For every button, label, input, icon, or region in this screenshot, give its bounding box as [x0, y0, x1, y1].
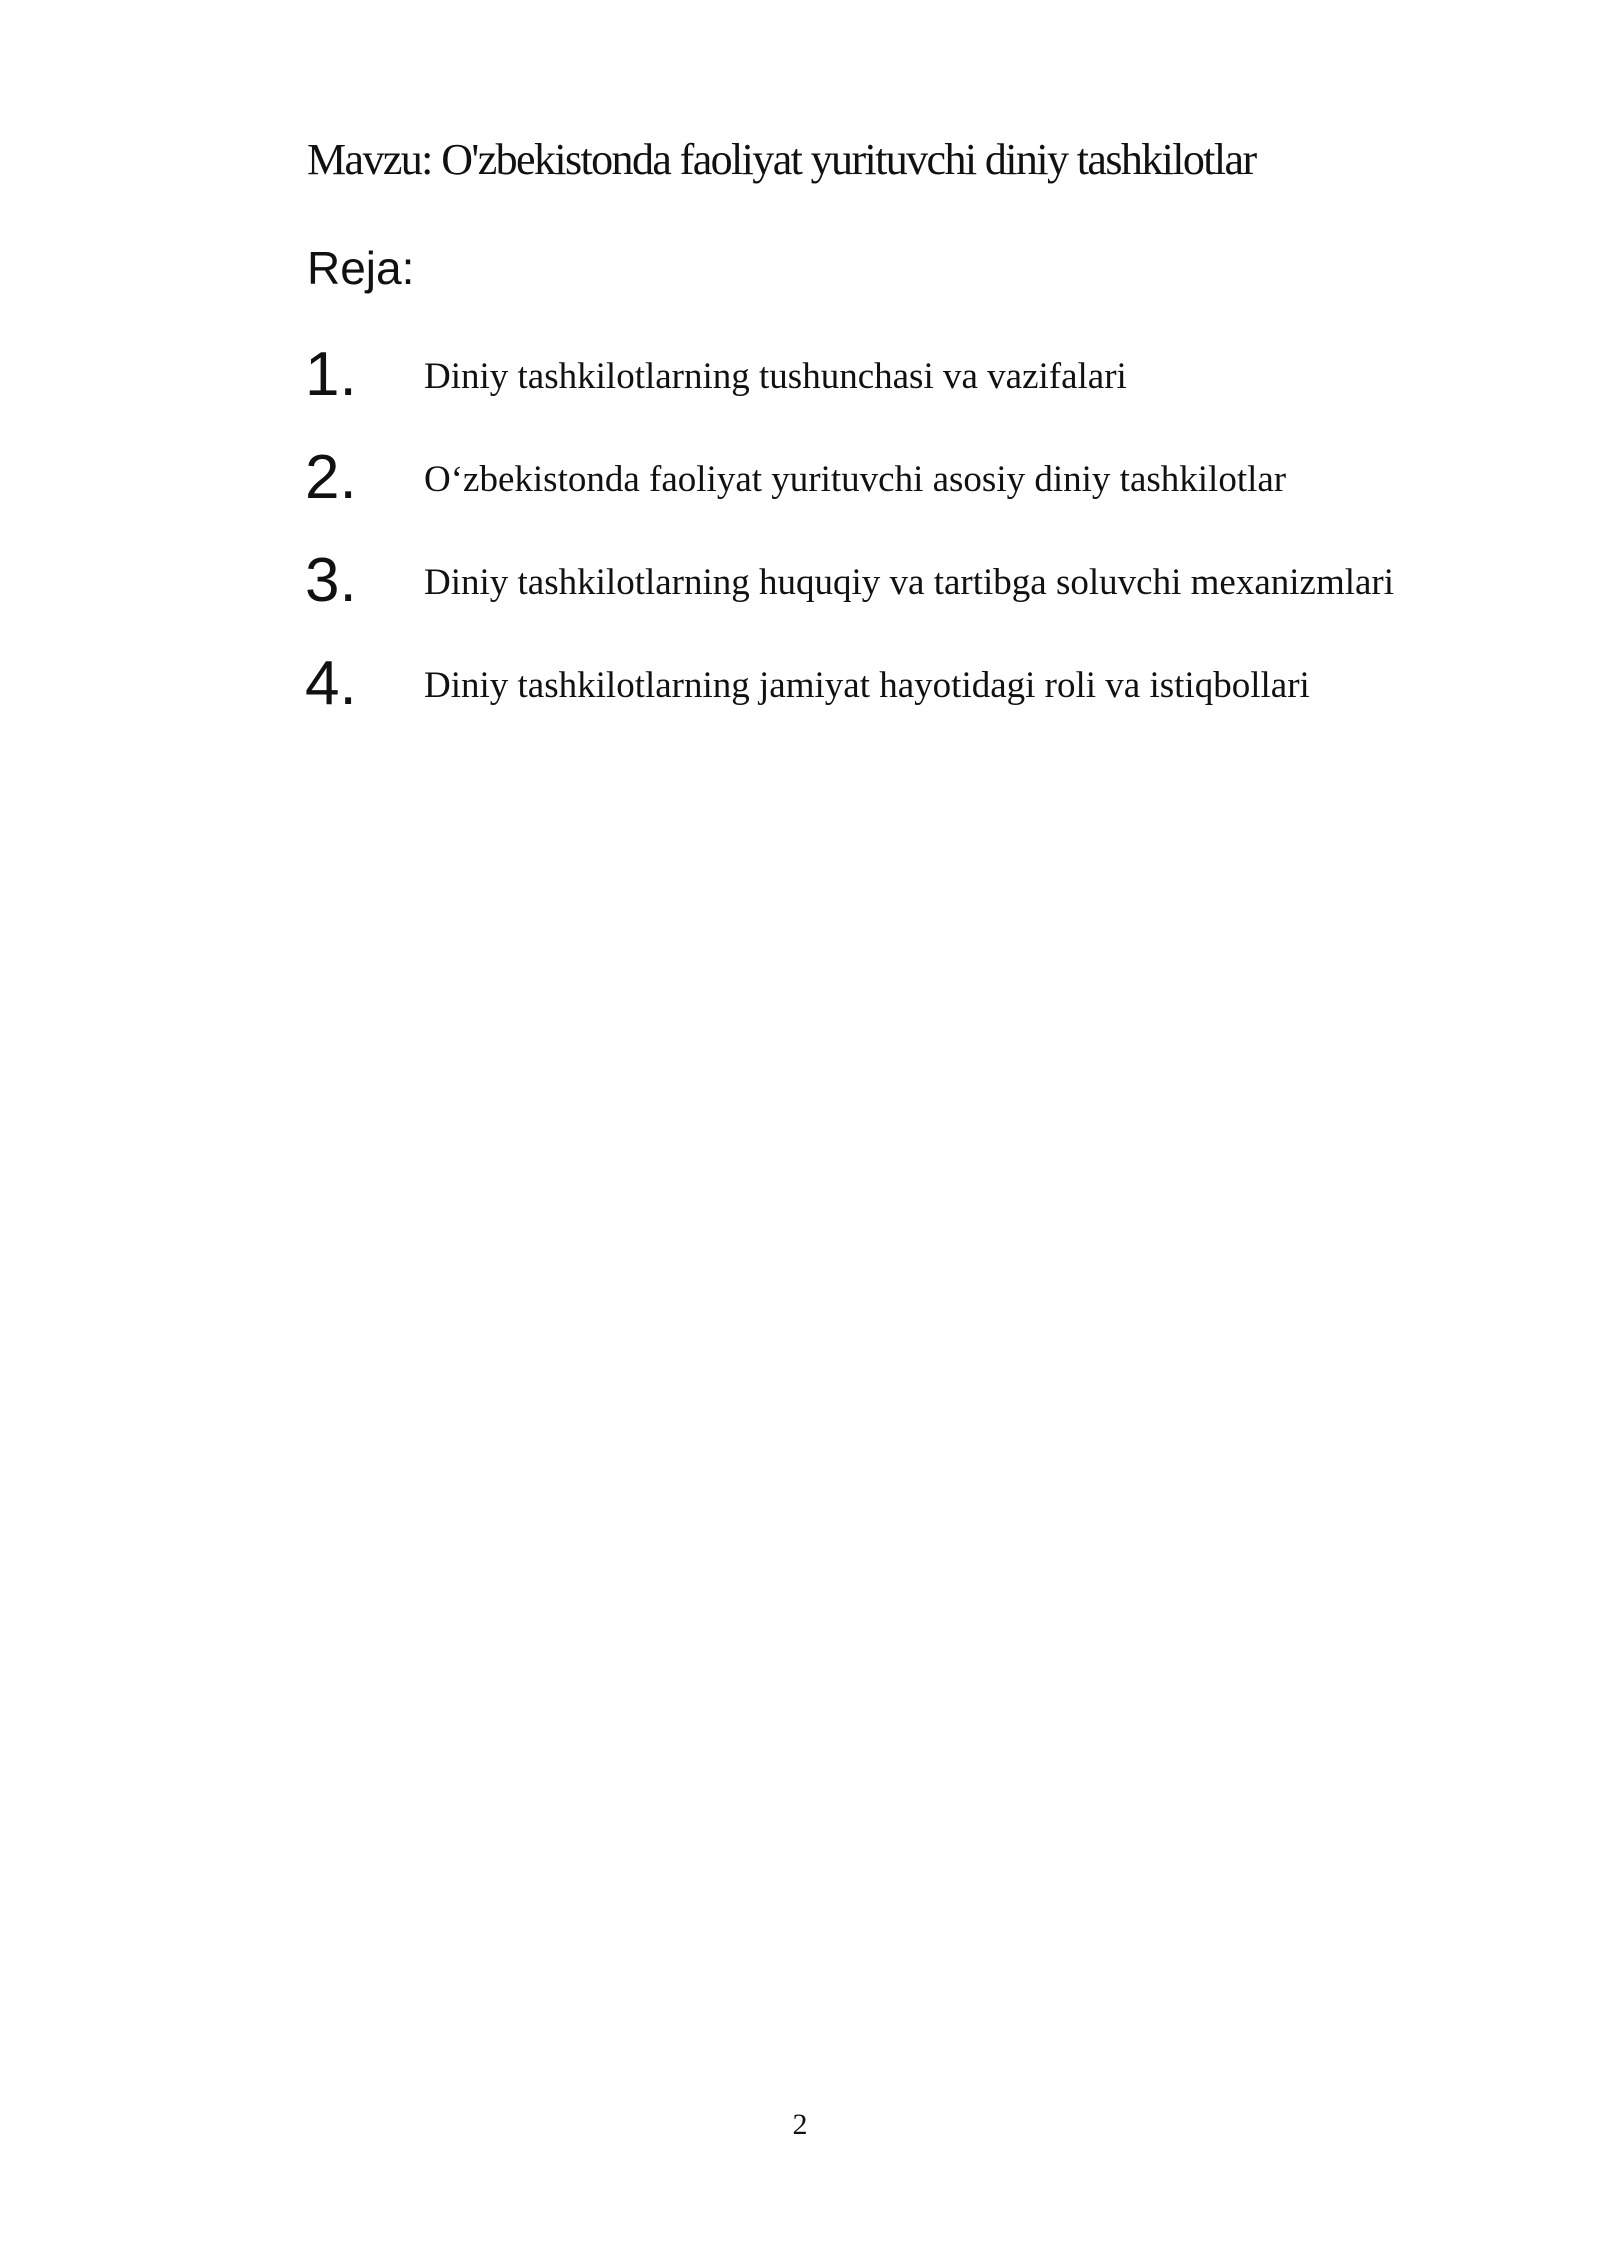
plan-item-number: 3.	[305, 546, 357, 615]
plan-item-2	[0, 443, 1600, 527]
plan-item-1	[0, 340, 1600, 424]
page-number: 2	[792, 2108, 808, 2141]
plan-item-text: O‘zbekistonda faoliyat yurituvchi asosiy diniy tashkilotlar	[424, 459, 1287, 500]
plan-item-4	[0, 649, 1600, 733]
plan-item-text: Diniy tashkilotlarning huquqiy va tartibga soluvchi mexanizmlari	[424, 562, 1395, 603]
plan-item-number: 2.	[305, 443, 357, 512]
plan-item-text: Diniy tashkilotlarning jamiyat hayotidagi roli va istiqbollari	[424, 665, 1310, 706]
plan-item-number: 1.	[305, 340, 357, 409]
page-title: Mavzu: O'zbekistonda faoliyat yurituvchi diniy tashkilotlar	[307, 135, 1256, 184]
plan-item-3	[0, 546, 1600, 630]
plan-item-text: Diniy tashkilotlarning tushunchasi va vazifalari	[424, 356, 1127, 397]
plan-item-number: 4.	[305, 649, 357, 718]
plan-heading: Reja:	[307, 242, 415, 294]
